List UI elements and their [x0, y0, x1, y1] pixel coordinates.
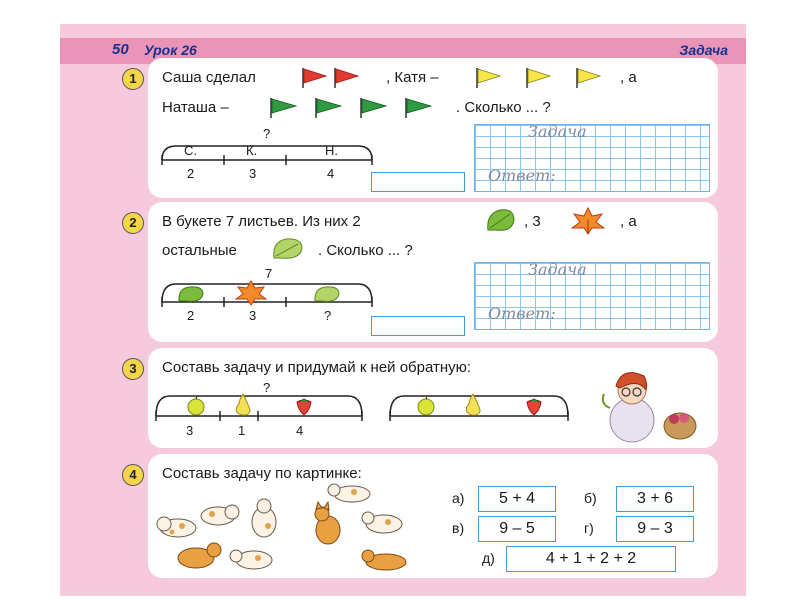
expression-box-b[interactable]: 3 + 6 [616, 486, 694, 512]
task-3-segment-diagram [152, 390, 372, 426]
expression-label-a: а) [452, 490, 465, 506]
expression-box-v[interactable]: 9 – 5 [478, 516, 556, 542]
task-1-line2-prefix: Наташа – [162, 99, 229, 116]
task-1-segment-value: 3 [249, 166, 257, 181]
task-1-segment-label: С. [184, 143, 197, 158]
expression-label-g: г) [584, 520, 594, 536]
strawberry-icon [524, 396, 544, 416]
page-number: 50 [112, 41, 129, 58]
red-flag-icon [335, 68, 358, 88]
green-flag-icon [271, 98, 296, 118]
task-4-text: Составь задачу по картинке: [162, 465, 362, 482]
apple-icon [186, 396, 206, 416]
yellow-flag-icon [527, 68, 550, 88]
expression-box-g[interactable]: 9 – 3 [616, 516, 694, 542]
task-2-line1-middle: , 3 [524, 213, 541, 230]
task-2-answer-box[interactable] [371, 316, 465, 336]
task-1-grid-label-task: Задача [528, 122, 587, 141]
expression-box-a[interactable]: 5 + 4 [478, 486, 556, 512]
green-flag-icon [316, 98, 341, 118]
red-flag-icon [300, 66, 366, 90]
girl-illustration [592, 364, 702, 446]
green-leaf-icon [312, 284, 342, 304]
task-1-segment-value: 2 [187, 166, 195, 181]
dog-icon [230, 550, 272, 569]
dog-icon [201, 505, 239, 525]
green-flag-icon [406, 98, 431, 118]
task-2-grid-label-answer: Ответ: [488, 304, 556, 323]
lesson-title: Урок 26 [144, 42, 197, 58]
cat-icon [362, 512, 402, 533]
task-2-total-label: 7 [265, 266, 273, 281]
task-2-grid-label-task: Задача [528, 260, 587, 279]
task-2-line1-suffix: , а [620, 213, 637, 230]
task-3-text: Составь задачу и придумай к ней обратную: [162, 359, 472, 376]
task-2-line2-prefix: остальные [162, 242, 237, 259]
task-3-number: 3 [122, 358, 144, 380]
animals-picture [156, 480, 426, 576]
expression-label-b: б) [584, 490, 597, 506]
task-1-answer-box[interactable] [371, 172, 465, 192]
task-1-line2-suffix: . Сколько ... ? [456, 99, 551, 116]
autumn-leaf-icon [234, 280, 268, 306]
green-flags [268, 96, 438, 120]
green-leaf-icon [176, 284, 206, 304]
red-flag-icon [303, 68, 326, 88]
task-1-segment-label: Н. [325, 143, 338, 158]
task-4-number: 4 [122, 464, 144, 486]
yellow-flag-icon [477, 68, 500, 88]
task-3-segment-value: 4 [296, 423, 304, 438]
task-1-number: 1 [122, 68, 144, 90]
expression-label-v: в) [452, 520, 465, 536]
task-1-line1-prefix: Саша сделал [162, 69, 256, 86]
task-3-total-label: ? [263, 380, 271, 395]
cat-icon [362, 550, 406, 570]
cat-icon [315, 502, 340, 544]
autumn-leaf-icon [570, 206, 606, 236]
task-2-segment-value: 3 [249, 308, 257, 323]
topic-title: Задача [679, 42, 728, 58]
expression-label-d: д) [482, 550, 495, 566]
task-1-total-label: ? [263, 126, 271, 141]
task-2-line1-prefix: В букете 7 листьев. Из них 2 [162, 213, 361, 230]
pear-icon [232, 392, 254, 416]
cat-icon [328, 484, 370, 502]
dog-icon [252, 499, 276, 537]
dog-icon [178, 543, 221, 568]
task-3-segment-value: 1 [238, 423, 246, 438]
task-1-line1-suffix: , а [620, 69, 637, 86]
expression-box-d[interactable]: 4 + 1 + 2 + 2 [506, 546, 676, 572]
dog-icon [157, 517, 196, 537]
task-2-segment-value: ? [324, 308, 332, 323]
task-1-grid-label-answer: Ответ: [488, 166, 556, 185]
yellow-flag-icon [577, 68, 600, 88]
apple-icon [416, 396, 436, 416]
yellow-flags [474, 66, 614, 90]
pear-icon [462, 392, 484, 416]
green-leaf-icon [270, 236, 306, 262]
task-1-segment-value: 4 [327, 166, 335, 181]
task-2-number: 2 [122, 212, 144, 234]
green-flag-icon [361, 98, 386, 118]
task-3-segment-value: 3 [186, 423, 194, 438]
green-leaf-icon [484, 206, 518, 234]
task-1-segment-label: К. [246, 143, 258, 158]
strawberry-icon [294, 396, 314, 416]
task-2-line2-suffix: . Сколько ... ? [318, 242, 413, 259]
task-1-line1-middle: , Катя – [386, 69, 439, 86]
task-2-segment-value: 2 [187, 308, 195, 323]
